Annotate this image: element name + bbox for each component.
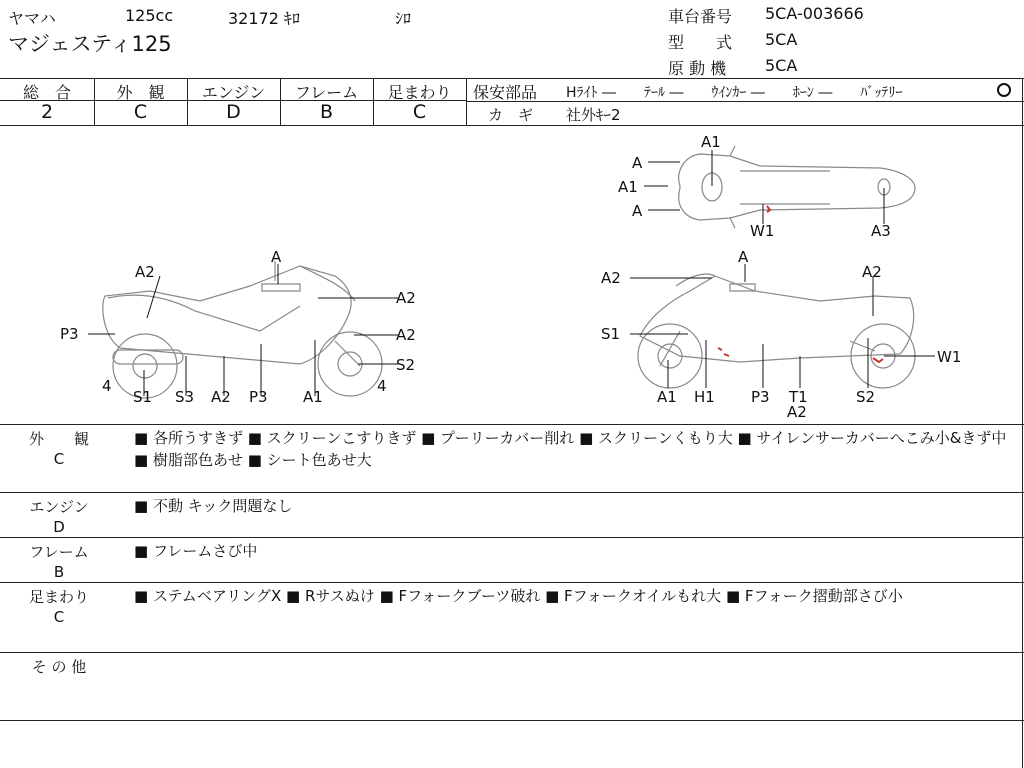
diagram-label: A2 [211, 388, 231, 406]
diagram-label: H1 [694, 388, 715, 406]
diagram-label: P3 [249, 388, 268, 406]
diagram-label: A2 [135, 263, 155, 281]
divider [1022, 78, 1023, 768]
section-grade-exterior: C [53, 450, 65, 468]
grade-header-overall: 総 合 [22, 83, 71, 102]
engine-value: 5CA [765, 56, 798, 75]
section-label-frame: フレーム [29, 543, 89, 561]
diagram-label: A2 [396, 326, 416, 344]
grade-header-frame: フレーム [294, 83, 359, 102]
diagram-label: A2 [787, 403, 807, 421]
diagram-label: W1 [937, 348, 962, 366]
battery-ok-icon [997, 83, 1011, 97]
damage-mark [873, 358, 883, 362]
diagram-label: S2 [856, 388, 876, 406]
model-name: マジェスティ125 [8, 32, 172, 56]
type-label: 型 式 [668, 33, 733, 52]
grade-overall: 2 [40, 101, 54, 123]
diagram-label: 4 [102, 377, 112, 395]
diagram-label: A2 [601, 269, 621, 287]
diagram-label: A [738, 248, 749, 266]
diagram-label: A3 [871, 222, 891, 240]
section-text-frame: ■ フレームさび中 [134, 542, 258, 560]
section-label-suspension: 足まわり [28, 588, 89, 606]
diagram-label: 4 [377, 377, 387, 395]
section-text-suspension: ■ ステムベアリングX ■ Rサスぬけ ■ Fフォークブーツ破れ ■ Fフォークオイルもれ大 ■ Fフォーク摺動部さび小 [134, 587, 903, 605]
diagram-label: P3 [60, 325, 79, 343]
diagram-label: A1 [657, 388, 677, 406]
diagram-label: A2 [862, 263, 882, 281]
diagram-label: S3 [175, 388, 195, 406]
diagram-label: A [632, 154, 643, 172]
section-text-exterior: ■ 各所うすきず ■ スクリーンこすりきず ■ プーリーカバー削れ ■ スクリーンくもり大 ■ サイレンサーカバーへこみ小&きず中 ■ 樹脂部色あせ ■ シート色あせ大 [134, 429, 1007, 469]
grade-header-exterior: 外 観 [116, 83, 165, 102]
divider [0, 537, 1024, 538]
scooter-top-view [679, 146, 915, 228]
diagram-label: A1 [701, 133, 721, 151]
diagram-label: T1 [789, 388, 808, 406]
diagram-label: S2 [396, 356, 416, 374]
engine-label: 原 動 機 [668, 59, 727, 78]
divider [0, 424, 1024, 425]
grade-suspension: C [412, 101, 427, 123]
grade-engine: D [226, 101, 241, 123]
grade-exterior: C [133, 101, 148, 123]
safety-label: 保安部品 [473, 83, 538, 102]
diagram-label: W1 [750, 222, 775, 240]
divider [0, 78, 1024, 79]
divider [0, 720, 1024, 721]
section-label-other: そ の 他 [31, 658, 87, 676]
section-grade-engine: D [53, 518, 65, 536]
grade-frame: B [319, 101, 334, 123]
frame-no: 5CA-003666 [765, 4, 864, 23]
mileage: 32172 ｷﾛ [228, 9, 300, 28]
color: ｼﾛ [395, 9, 412, 28]
divider [0, 492, 1024, 493]
type-value: 5CA [765, 30, 798, 49]
diagram-label: A2 [396, 289, 416, 307]
divider [0, 652, 1024, 653]
frame-no-label: 車台番号 [668, 7, 733, 26]
diagram-label: A [271, 248, 282, 266]
maker: ヤマハ [8, 9, 56, 28]
diagram-label: S1 [133, 388, 153, 406]
damage-mark [718, 348, 729, 356]
displacement: 125cc [125, 6, 174, 25]
section-grade-suspension: C [53, 608, 65, 626]
diagram-label: A1 [303, 388, 323, 406]
diagram-label: A1 [618, 178, 638, 196]
section-text-engine: ■ 不動 キック問題なし [134, 497, 293, 515]
grade-header-engine: エンジン [201, 83, 266, 102]
scooter-left-view [103, 261, 382, 398]
key-text: 社外ｷｰ2 [566, 106, 621, 124]
section-grade-frame: B [53, 563, 65, 581]
section-label-engine: エンジン [29, 498, 89, 516]
safety-items: Hﾗｲﾄ ― ﾃｰﾙ ― ｳｲﾝｶｰ ― ﾎｰﾝ ― ﾊﾞｯﾃﾘｰ [566, 85, 903, 101]
diagram-label: P3 [751, 388, 770, 406]
divider [466, 78, 467, 125]
divider [0, 582, 1024, 583]
diagram-label: S1 [601, 325, 621, 343]
diagram-label: A [632, 202, 643, 220]
section-label-exterior: 外 観 [28, 430, 89, 448]
grade-header-suspension: 足まわり [387, 83, 452, 102]
damage-diagram [0, 126, 1022, 424]
damage-mark [767, 206, 770, 212]
key-label: カ ギ [488, 106, 534, 124]
